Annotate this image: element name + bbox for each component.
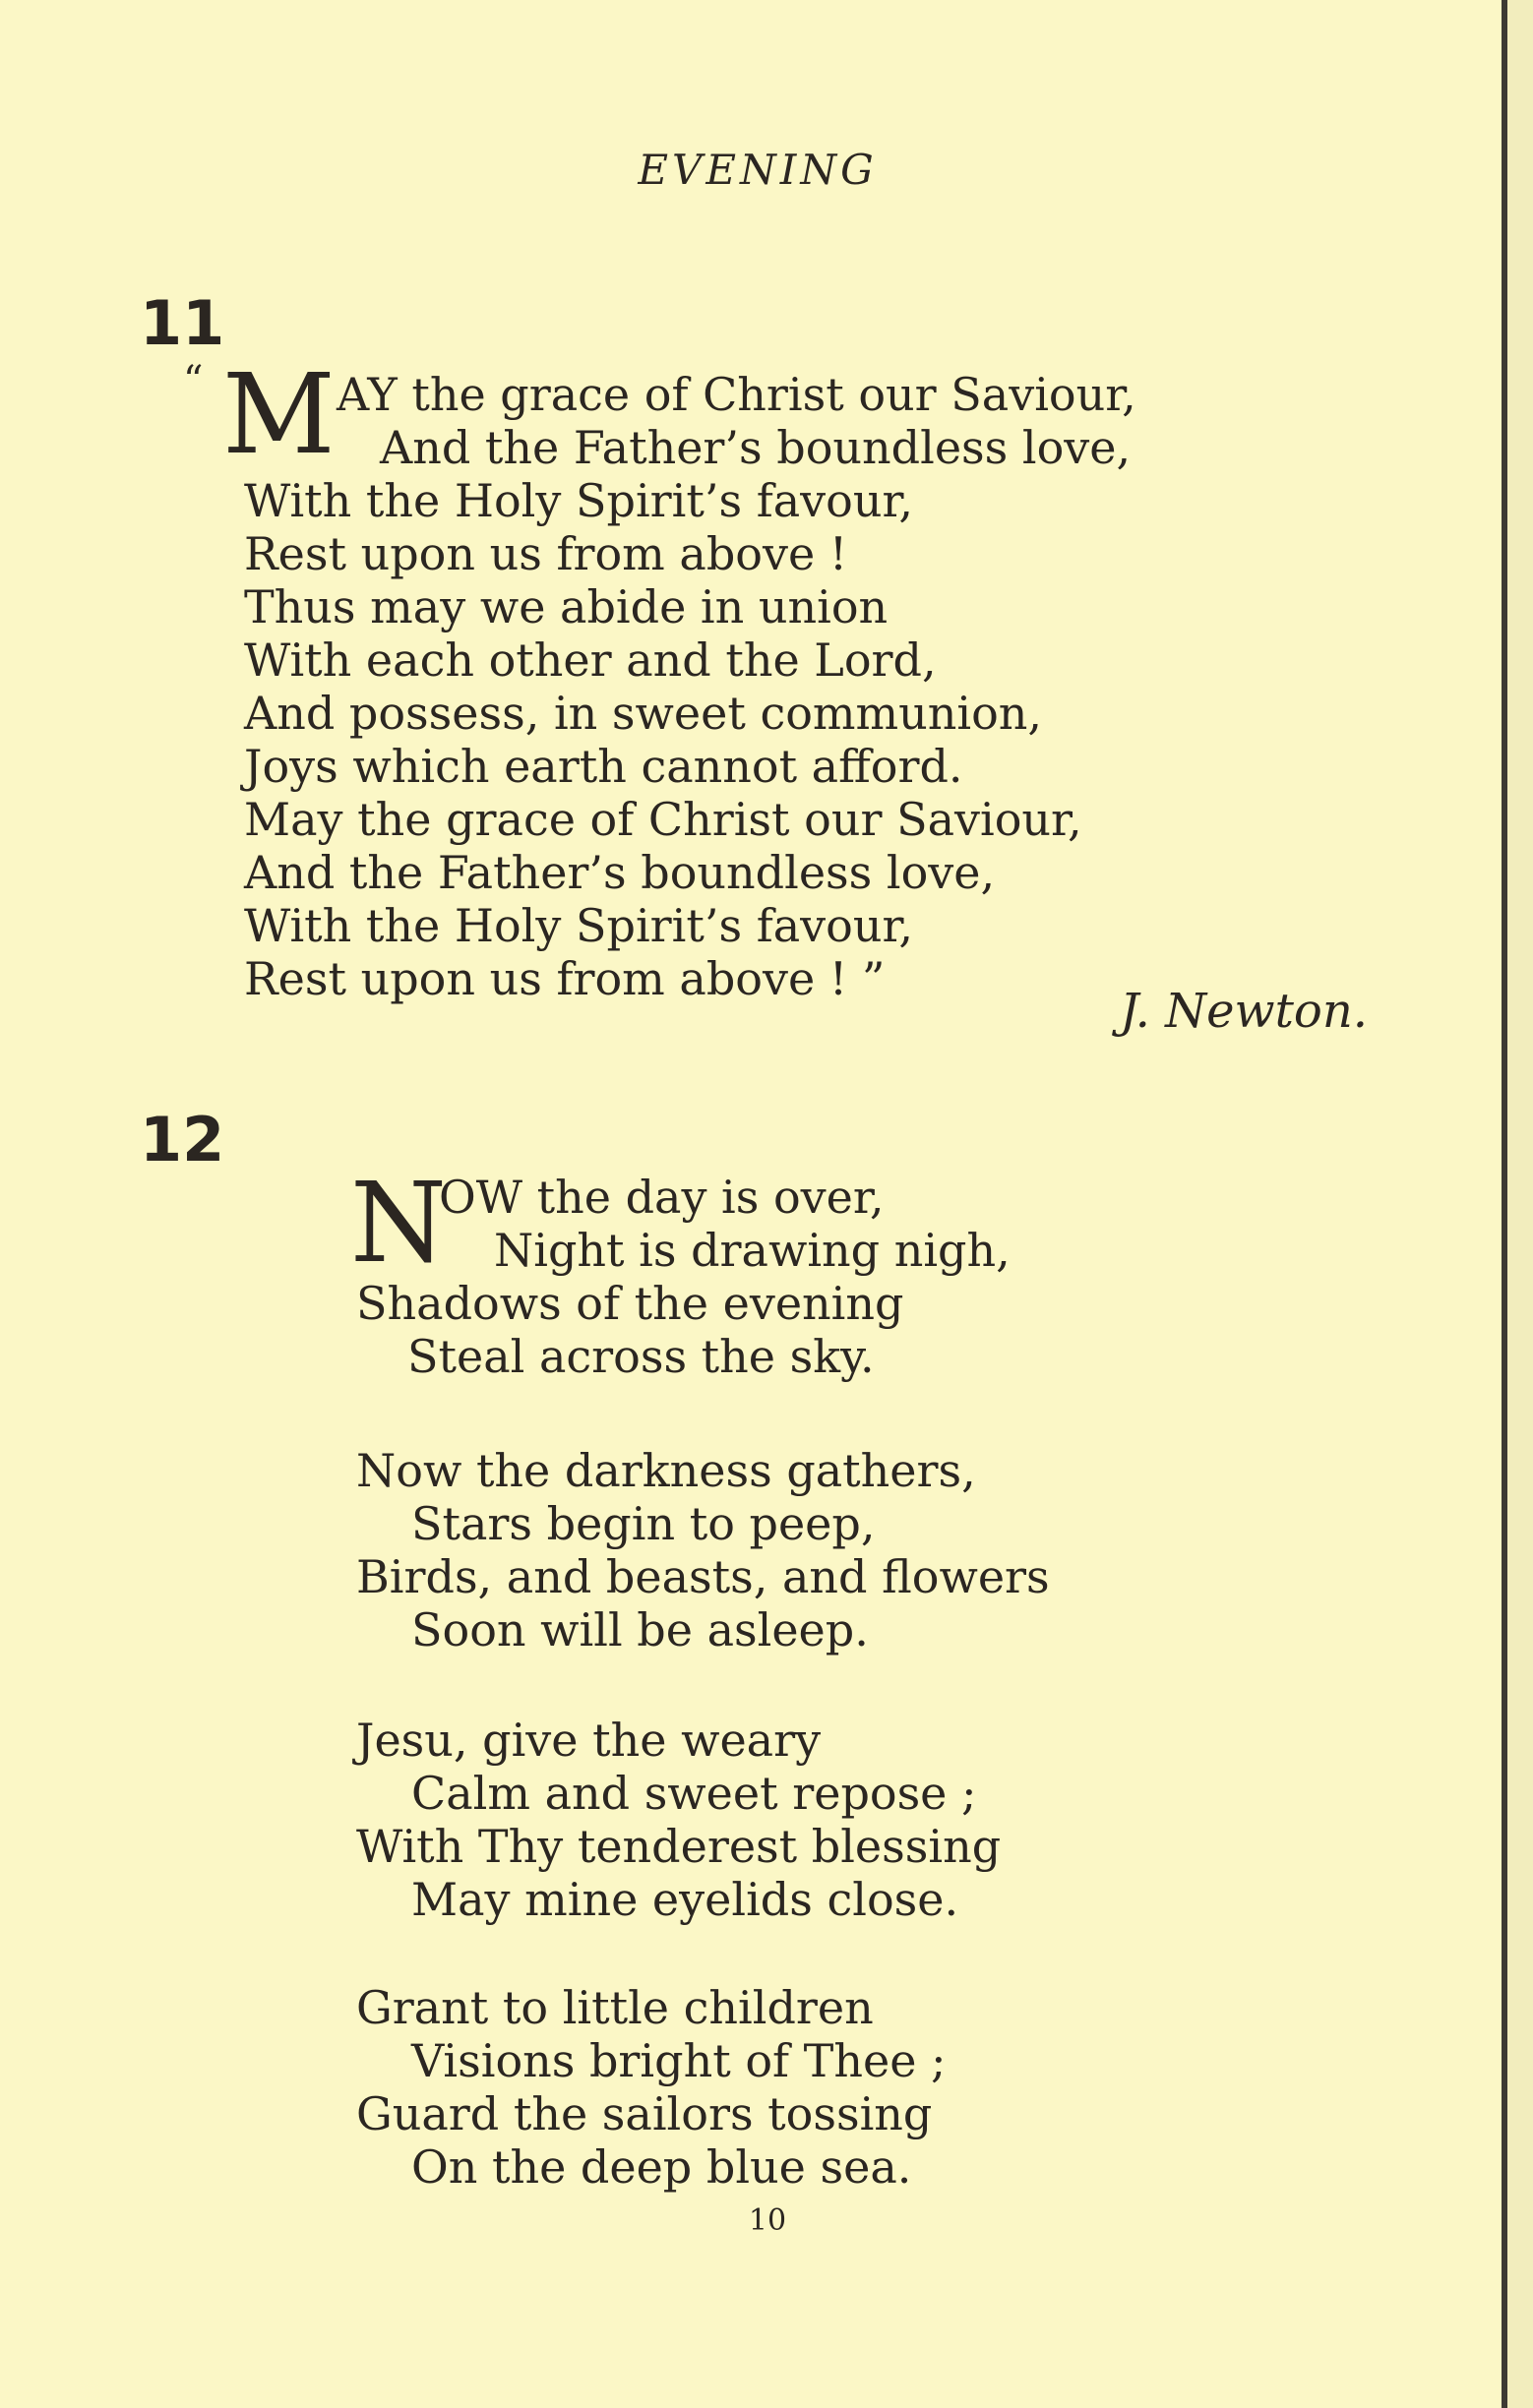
hymn-12-line: Now the darkness gathers, bbox=[356, 1444, 976, 1497]
hymn-11-open-quote: “ bbox=[183, 358, 204, 403]
hymn-12-line: May mine eyelids close. bbox=[411, 1873, 959, 1926]
hymn-11-line: And the Father’s boundless love, bbox=[380, 421, 1132, 474]
hymn-12-line: Soon will be asleep. bbox=[411, 1603, 869, 1656]
hymn-12-line: On the deep blue sea. bbox=[411, 2140, 912, 2194]
hymn-12-line: Jesu, give the weary bbox=[356, 1714, 822, 1767]
hymn-11-drop-cap: M bbox=[222, 351, 336, 479]
hymn-12-line: Steal across the sky. bbox=[407, 1330, 875, 1383]
hymn-11-line: And the Father’s boundless love, bbox=[244, 846, 996, 899]
hymn-12-line: Birds, and beasts, and flowers bbox=[356, 1550, 1050, 1603]
hymn-11-line: With each other and the Lord, bbox=[244, 633, 937, 687]
hymn-11-first-line: AY the grace of Christ our Saviour, bbox=[337, 368, 1136, 421]
hymn-12-line: Guard the sailors tossing bbox=[356, 2087, 933, 2140]
hymn-11-line: With the Holy Spirit’s favour, bbox=[244, 899, 914, 952]
hymn-11-line: Rest upon us from above ! bbox=[244, 527, 848, 580]
hymn-12-number: 12 bbox=[140, 1104, 225, 1175]
hymn-11-line: Joys which earth cannot afford. bbox=[244, 740, 963, 793]
hymn-12-first-line: OW the day is over, bbox=[439, 1171, 885, 1224]
hymn-12-drop-cap: N bbox=[350, 1160, 447, 1288]
hymn-11-line: With the Holy Spirit’s favour, bbox=[244, 474, 914, 527]
hymn-12-line: Grant to little children bbox=[356, 1981, 874, 2034]
hymn-11-line: And possess, in sweet communion, bbox=[244, 687, 1043, 740]
hymn-12-line: Shadows of the evening bbox=[356, 1277, 904, 1330]
hymn-11-line: Rest upon us from above ! ” bbox=[244, 952, 886, 1005]
hymn-12-line: Stars begin to peep, bbox=[411, 1497, 876, 1550]
hymn-11-line: Thus may we abide in union bbox=[244, 580, 889, 633]
hymn-12-line: Visions bright of Thee ; bbox=[411, 2034, 947, 2087]
hymn-11-author: J. Newton. bbox=[1120, 984, 1368, 1039]
hymn-12-line: With Thy tenderest blessing bbox=[356, 1820, 1002, 1873]
page-margin bbox=[1507, 0, 1533, 2408]
page-header: EVENING bbox=[638, 146, 878, 194]
hymn-11-line: May the grace of Christ our Saviour, bbox=[244, 793, 1082, 846]
hymn-12-line: Night is drawing nigh, bbox=[494, 1224, 1011, 1277]
hymn-12-line: Calm and sweet repose ; bbox=[411, 1767, 977, 1820]
page-number: 10 bbox=[748, 2203, 787, 2238]
hymn-11-number: 11 bbox=[140, 287, 225, 359]
